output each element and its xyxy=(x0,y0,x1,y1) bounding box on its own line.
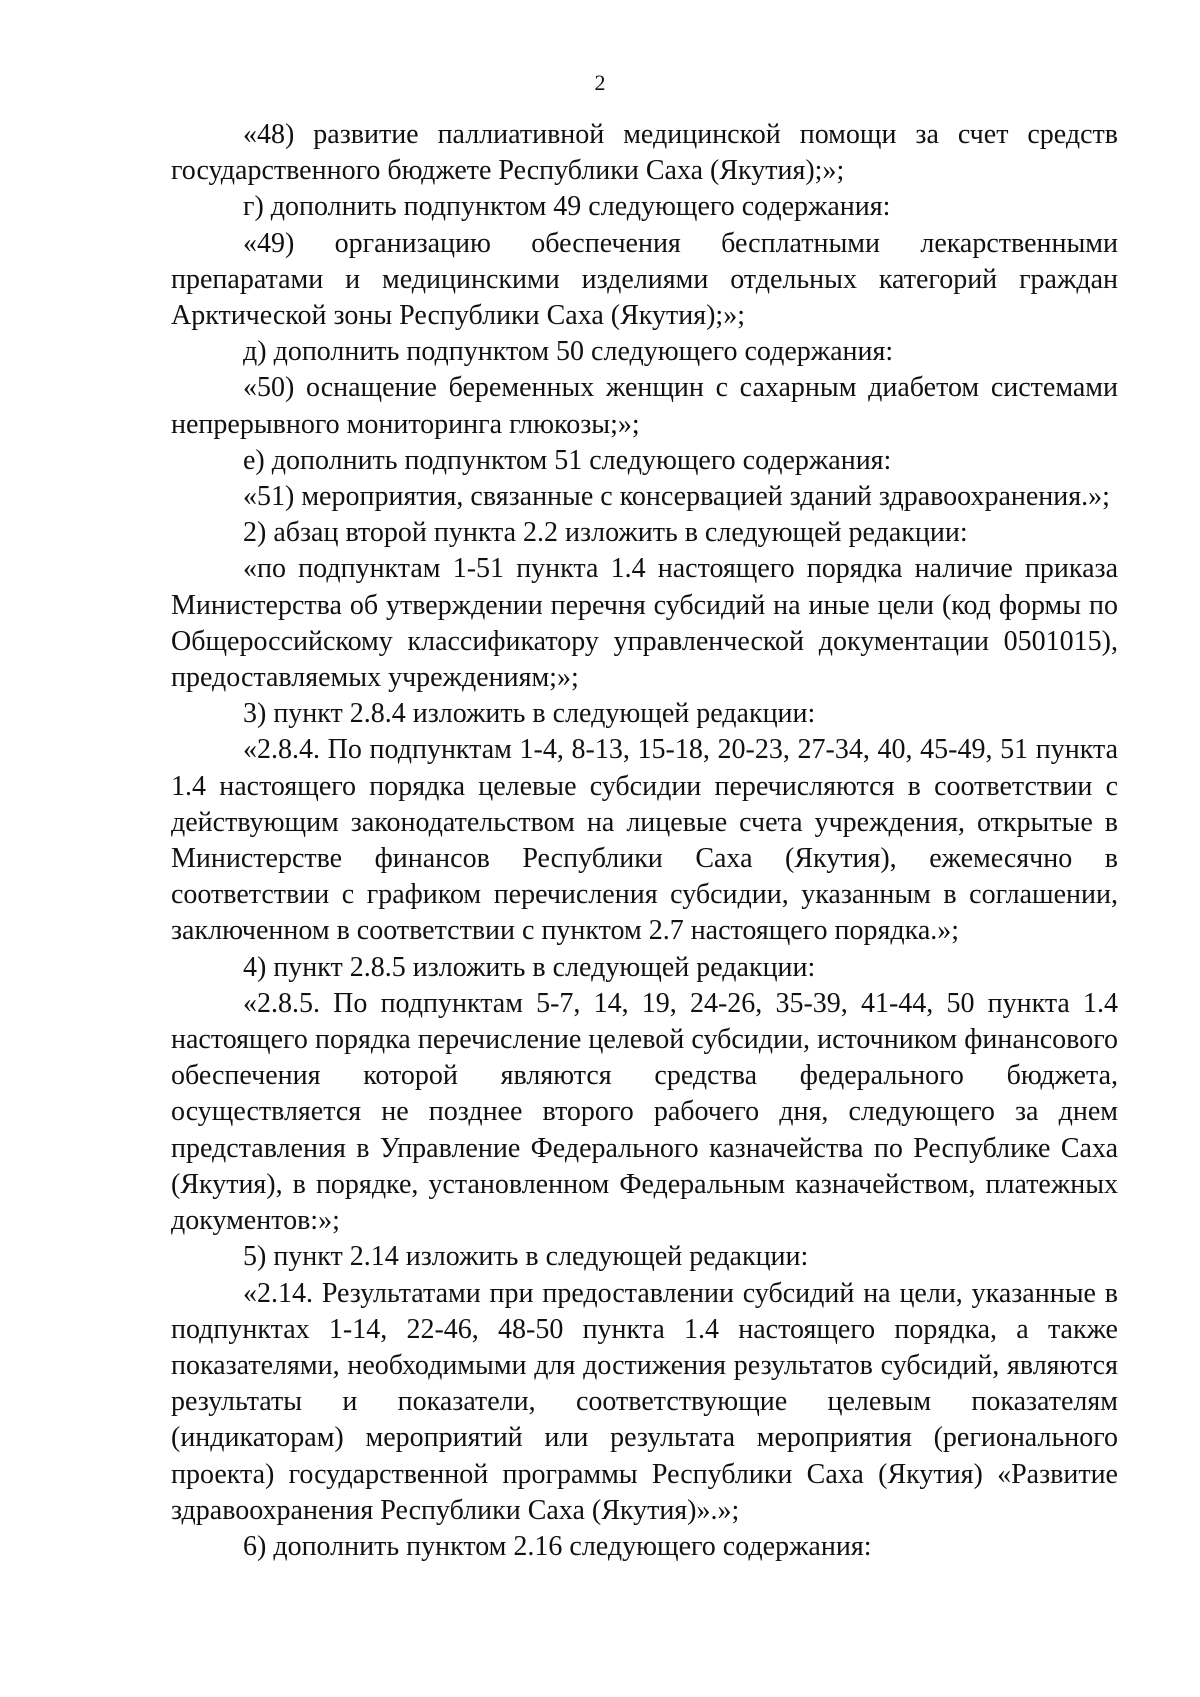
page-number: 2 xyxy=(594,70,606,95)
paragraph: «2.14. Результатами при предоставлении субсидий на цели, указанные в подпунктах 1-14, 22-46, 48-50 пункта 1.4 настоящего порядка, а также показателями, необходимыми для достижения результатов субсидий, являются результаты и показатели, соответствующие целевым показателям (индикаторам) мероприятий или результата мероприятия (регионального проекта) государственной программы Республики Саха (Якутия) «Развитие здравоохранения Республики Саха (Якутия)».»; xyxy=(171,1277,1118,1526)
paragraph: д) дополнить подпунктом 50 следующего содержания: xyxy=(243,336,894,368)
paragraph: 5) пункт 2.14 изложить в следующей редакции: xyxy=(243,1241,809,1273)
paragraph: «2.8.5. По подпунктам 5-7, 14, 19, 24-26, 35-39, 41-44, 50 пункта 1.4 настоящего порядка перечисление целевой субсидии, источником финансового обеспечения которой являются средства федерального бюджета, осуществляется не позднее второго рабочего дня, следующего за днем представления в Управление Федерального казначейства по Республике Саха (Якутия), в порядке, установленном Федеральным казначейством, платежных документов:»; xyxy=(171,987,1118,1237)
paragraph: 3) пункт 2.8.4 изложить в следующей редакции: xyxy=(243,698,816,730)
document-body xyxy=(171,117,1118,1565)
paragraph: 2) абзац второй пункта 2.2 изложить в следующей редакции: xyxy=(243,517,968,549)
paragraph: «2.8.4. По подпунктам 1-4, 8-13, 15-18, 20-23, 27-34, 40, 45-49, 51 пункта 1.4 настоящего порядка целевые субсидии перечисляются в соответствии с действующим законодательством на лицевые счета учреждения, открытые в Министерстве финансов Республики Саха (Якутия), ежемесячно в соответствии с графиком перечисления субсидии, указанным в соглашении, заключенном в соответствии с пунктом 2.7 настоящего порядка.»; xyxy=(171,734,1118,947)
paragraph: «50) оснащение беременных женщин с сахарным диабетом системами непрерывного мониторинга глюкозы;»; xyxy=(171,372,1118,440)
paragraph: г) дополнить подпунктом 49 следующего содержания: xyxy=(243,191,891,223)
paragraph: «51) мероприятия, связанные с консервацией зданий здравоохранения.»; xyxy=(243,481,1110,513)
paragraph: е) дополнить подпунктом 51 следующего содержания: xyxy=(243,444,892,476)
paragraph: «по подпунктам 1-51 пункта 1.4 настоящего порядка наличие приказа Министерства об утверждении перечня субсидий на иные цели (код формы по Общероссийскому классификатору управленческой документации 0501015), предоставляемых учреждениям;»; xyxy=(171,553,1118,694)
paragraph: «49) организацию обеспечения бесплатными лекарственными препаратами и медицинскими изделиями отдельных категорий граждан Арктической зоны Республики Саха (Якутия);»; xyxy=(171,227,1118,332)
paragraph: «48) развитие паллиативной медицинской помощи за счет средств государственного бюджете Республики Саха (Якутия);»; xyxy=(171,119,1118,187)
paragraph: 4) пункт 2.8.5 изложить в следующей редакции: xyxy=(243,951,816,983)
paragraph: 6) дополнить пунктом 2.16 следующего содержания: xyxy=(243,1530,872,1562)
